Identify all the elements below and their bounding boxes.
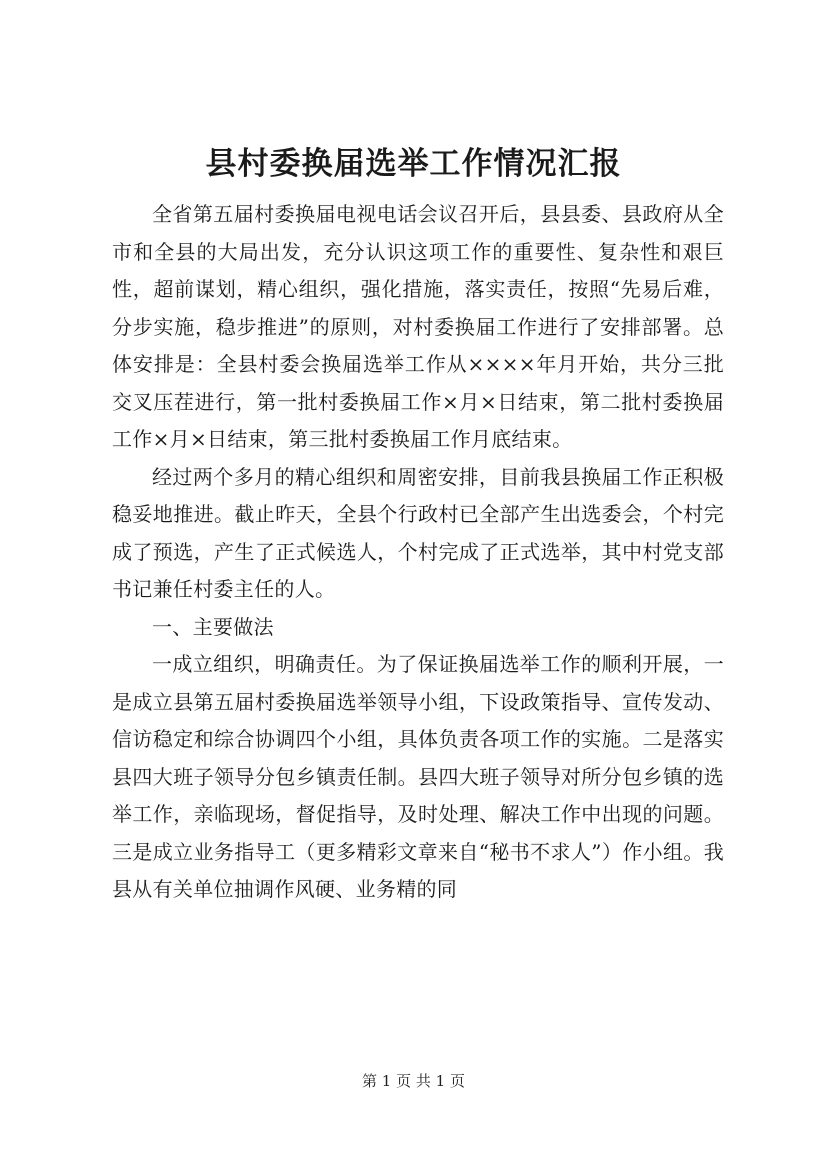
document-body — [112, 196, 724, 909]
paragraph-organization: 一成立组织，明确责任。为了保证换届选举工作的顺利开展，一是成立县第五届村委换届选举领导小组，下设政策指导、宣传发动、信访稳定和综合协调四个小组，具体负责各项工作的实施。二是落实县四大班子领导分包乡镇责任制。县四大班子领导对所分包乡镇的选举工作，亲临现场，督促指导，及时处理、解决工作中出现的问题。三是成立业务指导工（更多精彩文章来自“秘书不求人”）作小组。我县从有关单位抽调作风硬、业务精的同 — [112, 652, 724, 901]
section-heading: 一、主要做法 — [152, 614, 274, 639]
paragraph-intro: 全省第五届村委换届电视电话会议召开后，县县委、县政府从全市和全县的大局出发，充分认识这项工作的重要性、复杂性和艰巨性，超前谋划，精心组织，强化措施，落实责任，按照“先易后难，分步实施，稳步推进”的原则，对村委换届工作进行了安排部署。总体安排是：全县村委会换届选举工作从××××年月开始，共分三批交叉压茬进行，第一批村委换届工作×月×日结束，第二批村委换届工作×月×日结束，第三批村委换届工作月底结束。 — [112, 202, 724, 451]
page-footer: 第 1 页 共 1 页 — [362, 1072, 465, 1090]
document-title: 县村委换届选举工作情况汇报 — [205, 146, 622, 182]
paragraph-progress: 经过两个多月的精心组织和周密安排，目前我县换届工作正积极稳妥地推进。截止昨天，全县个行政村已全部产生出选委会，个村完成了预选，产生了正式候选人，个村完成了正式选举，其中村党支部书记兼任村委主任的人。 — [112, 464, 724, 601]
